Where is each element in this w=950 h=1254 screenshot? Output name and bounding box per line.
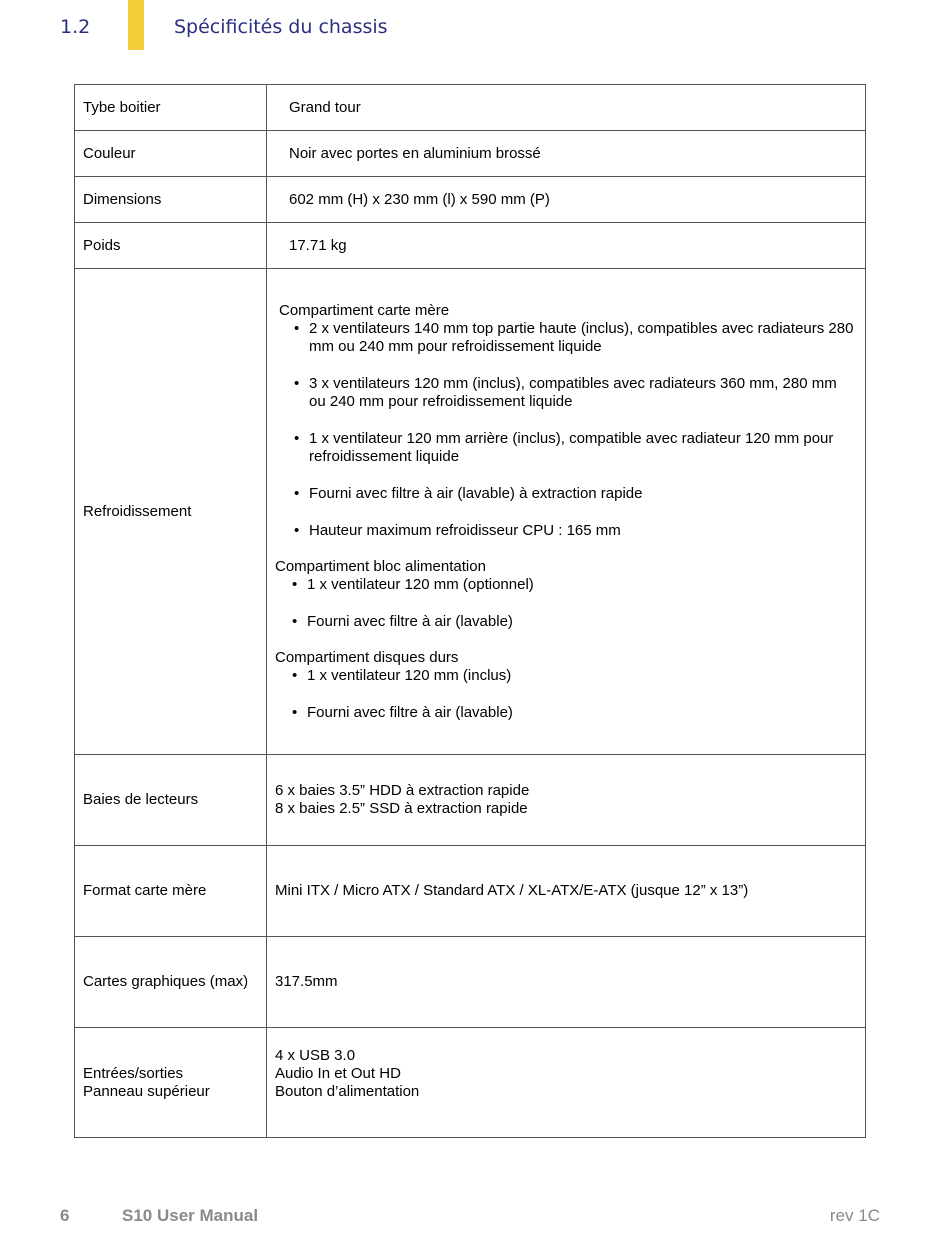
value-line: Audio In et Out HD [275, 1065, 401, 1082]
row-label: Cartes graphiques (max) [75, 937, 267, 1028]
row-value: Noir avec portes en aluminium brossé [289, 144, 541, 162]
row-value: Grand tour [289, 98, 361, 116]
row-label [75, 1028, 267, 1138]
label-line: Entrées/sorties [83, 1064, 184, 1082]
value-line: 6 x baies 3.5” HDD à extraction rapide [275, 782, 530, 799]
value-line: 4 x USB 3.0 [275, 1047, 356, 1064]
spec-table [74, 84, 866, 1138]
group-heading: Compartiment carte mère [279, 301, 450, 319]
revision-label: rev 1C [829, 1206, 880, 1225]
list-item: • Fourni avec filtre à air (lavable) à extraction rapide [309, 485, 857, 503]
row-label: Format carte mère [75, 846, 267, 937]
table-row [75, 269, 866, 755]
table-row [75, 223, 866, 269]
row-label: Refroidissement [75, 269, 267, 755]
list-item: • Hauteur maximum refroidisseur CPU : 165 mm [309, 522, 857, 540]
cooling-group-hdd [275, 649, 857, 722]
label-line: Panneau supérieur [83, 1082, 210, 1100]
table-row [75, 937, 866, 1028]
table-row [75, 85, 866, 131]
section-accent-bar [128, 0, 144, 50]
list-item: • Fourni avec filtre à air (lavable) [307, 704, 857, 722]
section-number: 1.2 [60, 16, 91, 38]
manual-title: S10 User Manual [122, 1206, 259, 1225]
page-footer [0, 1200, 950, 1230]
row-value: Mini ITX / Micro ATX / Standard ATX / XL-ATX/E-ATX (jusque 12” x 13”) [267, 846, 866, 937]
table-row [75, 1028, 866, 1138]
row-label: Baies de lecteurs [75, 755, 267, 846]
bullet-list [275, 576, 857, 631]
list-item: • 1 x ventilateur 120 mm arrière (inclus), compatible avec radiateur 120 mm pour refroidissement liquide [309, 430, 857, 466]
list-item: • 1 x ventilateur 120 mm (optionnel) [307, 576, 857, 594]
row-label: Couleur [75, 131, 267, 177]
group-heading: Compartiment bloc alimentation [275, 557, 486, 575]
row-value: 17.71 kg [289, 236, 347, 254]
list-item: • Fourni avec filtre à air (lavable) [307, 613, 857, 631]
value-line: 8 x baies 2.5” SSD à extraction rapide [275, 800, 528, 817]
row-value [267, 1028, 866, 1138]
section-title: Spécificités du chassis [174, 16, 388, 38]
list-item: • 3 x ventilateurs 120 mm (inclus), compatibles avec radiateurs 360 mm, 280 mm ou 240 mm pour refroidissement liquide [309, 375, 857, 411]
table-row [75, 177, 866, 223]
cooling-group-motherboard [275, 302, 857, 540]
table-row [75, 131, 866, 177]
row-label: Tybe boitier [75, 85, 267, 131]
row-value: 317.5mm [267, 937, 866, 1028]
section-header [0, 0, 950, 60]
page-number: 6 [60, 1206, 70, 1225]
cooling-group-psu [275, 558, 857, 631]
row-value: 602 mm (H) x 230 mm (l) x 590 mm (P) [289, 190, 550, 208]
table-row [75, 755, 866, 846]
table-row [75, 846, 866, 937]
bullet-list [275, 667, 857, 722]
cooling-details [267, 269, 866, 755]
value-line: Bouton d’alimentation [275, 1083, 420, 1100]
row-label: Dimensions [75, 177, 267, 223]
group-heading: Compartiment disques durs [275, 648, 459, 666]
list-item: • 2 x ventilateurs 140 mm top partie haute (inclus), compatibles avec radiateurs 280 mm ou 240 mm pour refroidissement liquide [309, 320, 857, 356]
row-value [267, 755, 866, 846]
bullet-list [275, 320, 857, 540]
row-label: Poids [75, 223, 267, 269]
list-item: • 1 x ventilateur 120 mm (inclus) [307, 667, 857, 685]
